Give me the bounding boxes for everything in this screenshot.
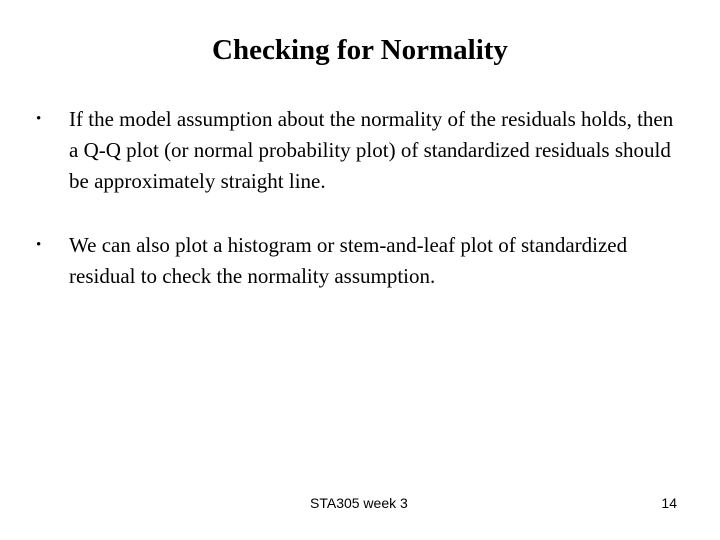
footer-page-number: 14	[661, 495, 677, 511]
bullet-dot-icon: •	[36, 111, 42, 127]
bullet-item-2	[36, 230, 686, 292]
footer-course-label: STA305 week 3	[310, 495, 408, 511]
bullet-text-2: We can also plot a histogram or stem-and-leaf plot of standardized residual to check the normality assumption.	[69, 233, 628, 288]
bullet-list	[36, 104, 686, 292]
slide-title: Checking for Normality	[212, 34, 508, 66]
bullet-dot-icon: •	[36, 237, 42, 253]
bullet-item-1	[36, 104, 686, 197]
bullet-text-1: If the model assumption about the normality of the residuals holds, then a Q-Q plot (or normal probability plot) of standardized residuals should be approximately straight line.	[69, 107, 674, 193]
